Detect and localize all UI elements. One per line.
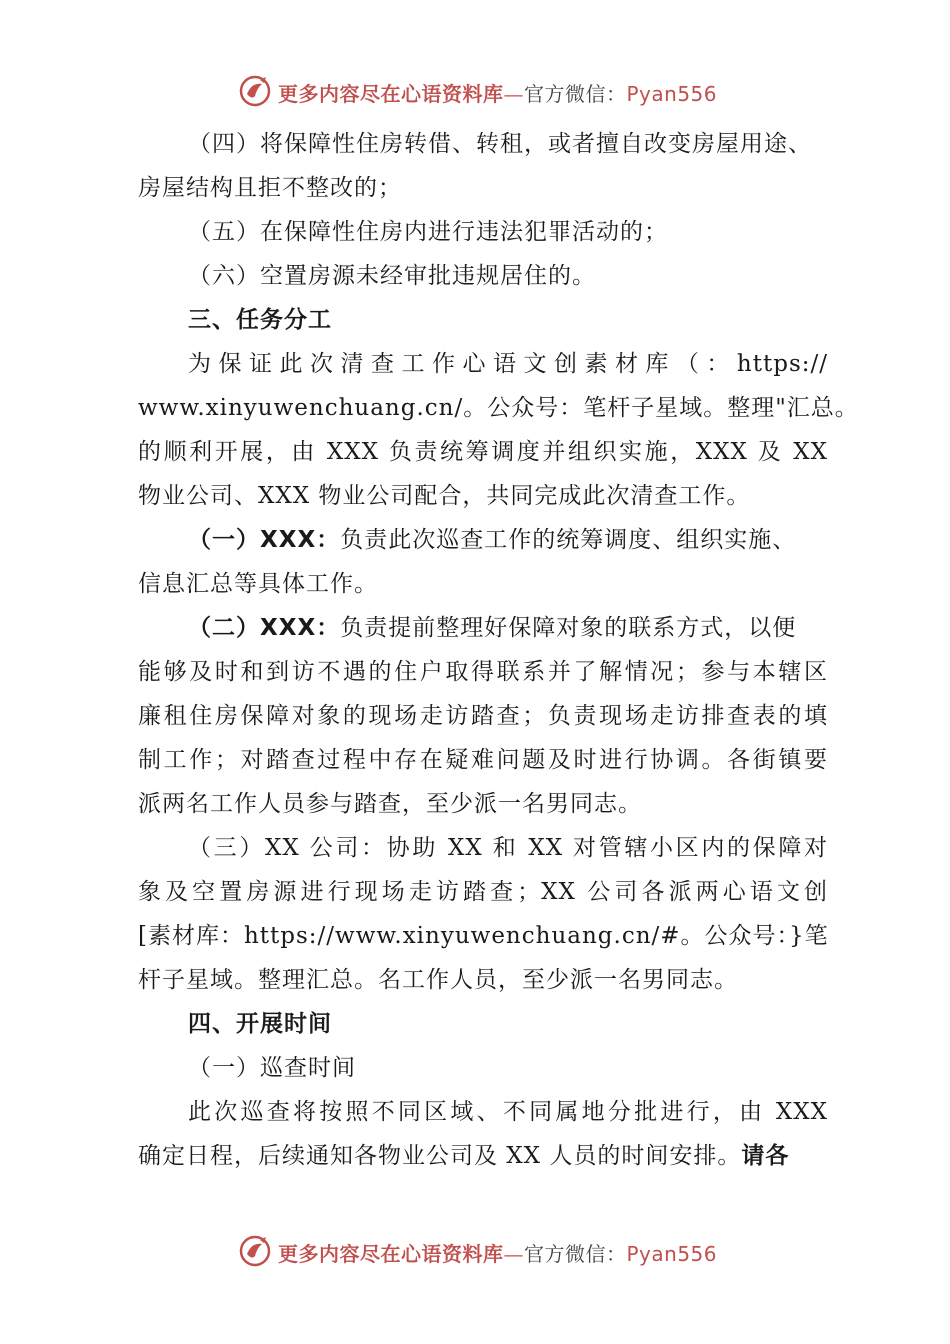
- paragraph-line: 信息汇总等具体工作。: [138, 571, 378, 597]
- footer-banner: [0, 1232, 950, 1272]
- banner-text: 更多内容尽在心语资料库—官方微信：Pyan556: [278, 1242, 718, 1266]
- logo-icon: [238, 1234, 272, 1268]
- paragraph-line: 为保证此次清查工作心语文创素材库（：https://: [188, 351, 828, 377]
- paragraph-line: [素材库：https://www.xinyuwenchuang.cn/#。公众号：}笔: [138, 923, 829, 949]
- paragraph-line: （六）空置房源未经审批违规居住的。: [188, 263, 596, 289]
- header-banner: [0, 72, 950, 112]
- paragraph-line: （四）将保障性住房转借、转租，或者擅自改变房屋用途、: [188, 131, 812, 157]
- paragraph-line: 确定日程，后续通知各物业公司及 XX 人员的时间安排。请各: [138, 1143, 790, 1169]
- task-label: （一）XXX：: [188, 527, 341, 553]
- subsection-heading: （一）巡查时间: [188, 1055, 356, 1081]
- section-heading: 四、开展时间: [188, 1011, 332, 1037]
- paragraph-line: （一）XXX：负责此次巡查工作的统筹调度、组织实施、: [188, 527, 797, 553]
- paragraph-line: 此次巡查将按照不同区域、不同属地分批进行，由 XXX: [188, 1099, 828, 1125]
- paragraph-line: 杆子星域。整理汇总。名工作人员，至少派一名男同志。: [138, 967, 738, 993]
- banner-text: 更多内容尽在心语资料库—官方微信：Pyan556: [278, 82, 718, 106]
- section-heading: 三、任务分工: [188, 307, 332, 333]
- paragraph-line: 廉租住房保障对象的现场走访踏查；负责现场走访排查表的填: [138, 703, 828, 729]
- paragraph-line: 派两名工作人员参与踏查，至少派一名男同志。: [138, 791, 642, 817]
- paragraph-line: （二）XXX：负责提前整理好保障对象的联系方式，以便: [188, 615, 797, 641]
- paragraph-line: 能够及时和到访不遇的住户取得联系并了解情况；参与本辖区: [138, 659, 828, 685]
- paragraph-line: 房屋结构且拒不整改的；: [138, 175, 402, 201]
- logo-icon: [238, 74, 272, 108]
- paragraph-line: 制工作；对踏查过程中存在疑难问题及时进行协调。各街镇要: [138, 747, 828, 773]
- paragraph-line: 象及空置房源进行现场走访踏查；XX 公司各派两心语文创: [138, 879, 828, 905]
- paragraph-line: www.xinyuwenchuang.cn/。公众号：笔杆子星域。整理"汇总。: [138, 395, 859, 421]
- paragraph-line: 物业公司、XXX 物业公司配合，共同完成此次清查工作。: [138, 483, 751, 509]
- paragraph-line: （五）在保障性住房内进行违法犯罪活动的；: [188, 219, 668, 245]
- task-label: （二）XXX：: [188, 615, 341, 641]
- paragraph-line: 的顺利开展，由 XXX 负责统筹调度并组织实施，XXX 及 XX: [138, 439, 828, 465]
- paragraph-line: （三）XX 公司：协助 XX 和 XX 对管辖小区内的保障对: [188, 835, 828, 861]
- document-body: [138, 122, 859, 1178]
